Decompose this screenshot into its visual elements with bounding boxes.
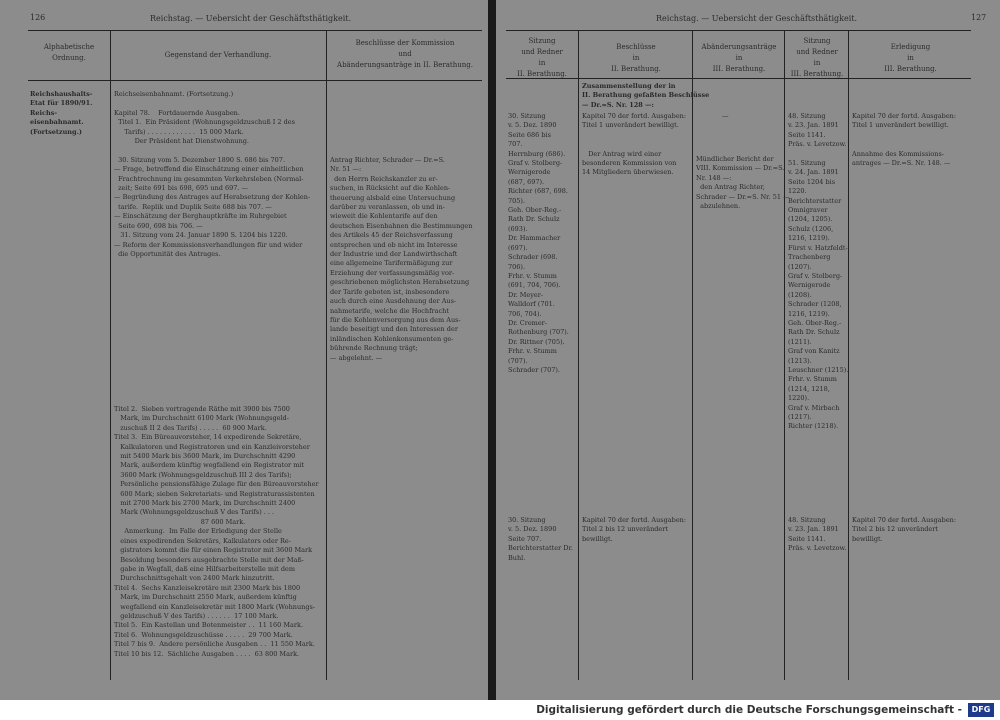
antrag-iii-top: Mündlicher Bericht der VIII. Kommission — Dr.=S. Nr. 148 —: den Antrag Richter, Schrader — Dr.=S. Nr. 51 — abzulehnen. [696, 155, 790, 211]
column-header-sitzung-iii: Sitzung und Redner in III. Berathung. [790, 37, 844, 78]
column-divider [578, 30, 579, 680]
header-rule-top [28, 30, 482, 31]
header-rule-bottom [28, 80, 482, 81]
dfg-logo-icon: DFG [968, 703, 994, 717]
header-rule-top [506, 30, 971, 31]
dash: — [722, 112, 729, 120]
page-number: 127 [971, 13, 987, 22]
column-header-erledigung-iii: Erledigung in III. Berathung. [884, 43, 937, 73]
right-page [496, 0, 1000, 700]
running-head: Reichstag. — Uebersicht der Geschäftsthätigkeit. [150, 14, 352, 23]
subject-text-top: Reichseisenbahnamt. (Fortsetzung.) Kapitel 78. Fortdauernde Ausgaben. Titel 1. Ein Präsident (Wohnungsgeldzuschuß I 2 des Tarifs) . . . . . . . . . . . . 15 000 Mark. Der Präsident hat Dienstwohnung. 30. Sitzung vom 5. Dezember 1890 S. 686 bis 707. — Frage, betreffend die Einschätzung einer einheitlichen Frachtrechnung im gesammten Verkehrsleben (Normal- zeit; Seite 691 bis 698, 695 und 697. — — Begründung des Antrages auf Herabsetzung der Kohlen- tarife. Replik und Duplik Seite 688 bis 707. — — Einschätzung der Berghauptkräfte im Ruhrgebiet Seite 690, 698 bis 706. — 31. Sitzung vom 24. Januar 1890 S. 1204 bis 1220. — Reform der Kommissionsverhandlungen für und wider die Opportunität des Antrages. [114, 90, 311, 258]
book-gutter [488, 0, 496, 700]
running-head: Reichstag. — Uebersicht der Geschäftsthätigkeit. [656, 14, 858, 23]
column-divider [692, 30, 693, 680]
resolution-text: Antrag Richter, Schrader — Dr.=S. Nr. 51 —: den Herrn Reichskanzler zu er- suchen, in Rücksicht auf die Kohlen- theuerung alsbald eine Untersuchung darüber zu veranlassen, ob und in- wieweit die Kohlentarife auf den deutschen Eisenbahnen die Bestimmungen des Artikels 45 der Reichsverfassung entsprechen und ob nicht im Interesse der Industrie und der Landwirthschaft eine allgemeine Tarifermäßigung zur Erziehung der verfassungsmäßig vor- geschriebenen möglichsten Herabsetzung der Tarife geboten ist, insbesondere auch durch eine Ausdehnung der Aus- nahmetarife, welche die Hochfracht für die Kohlenversorgung aus dem Aus- lande beseitigt und den Interessen der inländischen Kohlenkonsumenten ge- bührende Rechnung trägt; — abgelehnt. — [330, 156, 473, 362]
sitzung-iii-top: 48. Sitzung v. 23. Jan. 1891 Seite 1141. Präs. v. Levetzow. 51. Sitzung v. 24. Jan. 1891 Seite 1204 bis 1220. Berichterstatter Omnigraver (1204, 1205). Schulz (1206, 1216, 1219). Fürst v. Hatzfeldt- Trachenberg (1207). Graf v. Stolberg- Wernigerode (1208). Schrader (1208, 1216, 1219). Geh. Ober-Reg.- Rath Dr. Schulz (1211). Graf von Kanitz (1213). Leuschner (1215). Frhr. v. Stumm (1214, 1218, 1220). Graf v. Mirbach (1217). Richter (1218). [788, 112, 849, 431]
zusammenstellung-note: Zusammenstellung der in II. Berathung gefaßten Beschlüsse — Dr.=S. Nr. 128 —: [582, 82, 710, 109]
erledigung-iii-bottom: Kapitel 70 der fortd. Ausgaben: Titel 2 bis 12 unverändert bewilligt. [852, 516, 957, 543]
footer-bar [0, 700, 1000, 720]
column-divider [326, 30, 327, 680]
column-header-antraege-iii: Abänderungsanträge in III. Berathung. [701, 43, 777, 73]
column-divider [110, 30, 111, 680]
sitzung-ii-top: 30. Sitzung v. 5. Dez. 1890 Seite 686 bis 707. Herrnburg (686). Graf v. Stolberg- Wernigerode (687, 697). Richter (687, 698. 705). Geh. Ober-Reg.- Rath Dr. Schulz (693). Dr. Hammacher (697). Schrader (698. 706). Frhr. v. Stumm (691, 704, 706). Dr. Meyer- Walldorf (701. 706, 704). Dr. Cremer- Rothenburg (707). Dr. Rittner (705). Frhr. v. Stumm (707). Schrader (707). [508, 112, 569, 374]
sitzung-iii-bottom: 48. Sitzung v. 23. Jan. 1891 Seite 1141. Präs. v. Levetzow. [788, 516, 847, 553]
beschluss-ii-top: Kapitel 70 der fortd. Ausgaben: Titel 1 unverändert bewilligt. Der Antrag wird einer besonderen Kommission von 14 Mitgliedern überwiesen. [582, 112, 687, 177]
column-header-resolutions: Beschlüsse der Kommission und Abänderungsanträge in II. Berathung. [337, 39, 473, 69]
left-page [0, 0, 488, 700]
alpha-entry: Reichshaushalts- Etat für 1890/91. Reichs- eisenbahnamt. (Fortsetzung.) [30, 90, 93, 136]
column-header-sitzung-ii: Sitzung und Redner in II. Berathung. [517, 37, 567, 78]
column-header-subject: Gegenstand der Verhandlung. [164, 51, 272, 59]
page-number: 126 [30, 13, 46, 22]
column-divider [784, 30, 785, 680]
subject-text-bottom: Titel 2. Sieben vortragende Räthe mit 3900 bis 7500 Mark, im Durchschnitt 6100 Mark (Wohnungsgeld- zuschuß II 2 des Tarifs) . . . . . 60 900 Mark. Titel 3. Ein Büreauvorsteher, 14 expedirende Sekretäre, Kalkulatoren und Registratoren und ein Kanzleivorsteher mit 5400 Mark bis 3600 Mark, im Durchschnitt 4290 Mark, außerdem künftig wegfallend ein Registrator mit 3600 Mark (Wohnungsgeldzuschuß III 2 des Tarifs); Persönliche pensionsfähige Zulage für den Büreauvorsteher 600 Mark; sieben Sekretariats- und Registraturassistenten mit 2700 Mark bis 2700 Mark, im Durchschnitt 2400 Mark (Wohnungsgeldzuschuß V des Tarifs) . . . 87 600 Mark. Anmerkung. Im Falle der Erledigung der Stelle eines expedirenden Sekretärs, Kalkulators oder Re- gistrators kommt die für einen Registrator mit 3600 Mark Besoldung besonders ausgebrachte Stelle mit der Maß- gabe in Wegfall, daß eine Hilfsarbeiterstelle mit dem Durchschnittsgehalt von 2400 Mark hinzutritt. Titel 4. Sechs Kanzleisekretäre mit 2300 Mark bis 1800 Mark, im Durchschnitt 2550 Mark, außerdem künftig wegfallend ein Kanzleisekretär mit 1800 Mark (Wohnungs- geldzuschuß V des Tarifs) . . . . . . 17 100 Mark. Titel 5. Ein Kastellan und Botenmeister . . 11 160 Mark. Titel 6. Wohnungsgeldzuschüsse . . . . . 29 700 Mark. Titel 7 bis 9. Andere persönliche Ausgaben . . 11 550 Mark. Titel 10 bis 12. Sächliche Ausgaben . . . . 63 800 Mark. [114, 405, 319, 658]
footer-credit: Digitalisierung gefördert durch die Deutsche Forschungsgemeinschaft - [536, 704, 962, 716]
beschluss-ii-bottom: Kapitel 70 der fortd. Ausgaben: Titel 2 bis 12 unverändert bewilligt. [582, 516, 687, 543]
column-header-beschluesse-ii: Beschlüsse in II. Berathung. [611, 43, 661, 73]
sitzung-ii-bottom: 30. Sitzung v. 5. Dez. 1890 Seite 707. Berichterstatter Dr. Buhl. [508, 516, 573, 562]
column-header-alpha: Alphabetische Ordnung. [43, 43, 95, 62]
erledigung-iii-top: Kapitel 70 der fortd. Ausgaben: Titel 1 unverändert bewilligt. Annahme des Kommissions- antrages — Dr.=S. Nr. 148. — [852, 112, 957, 168]
